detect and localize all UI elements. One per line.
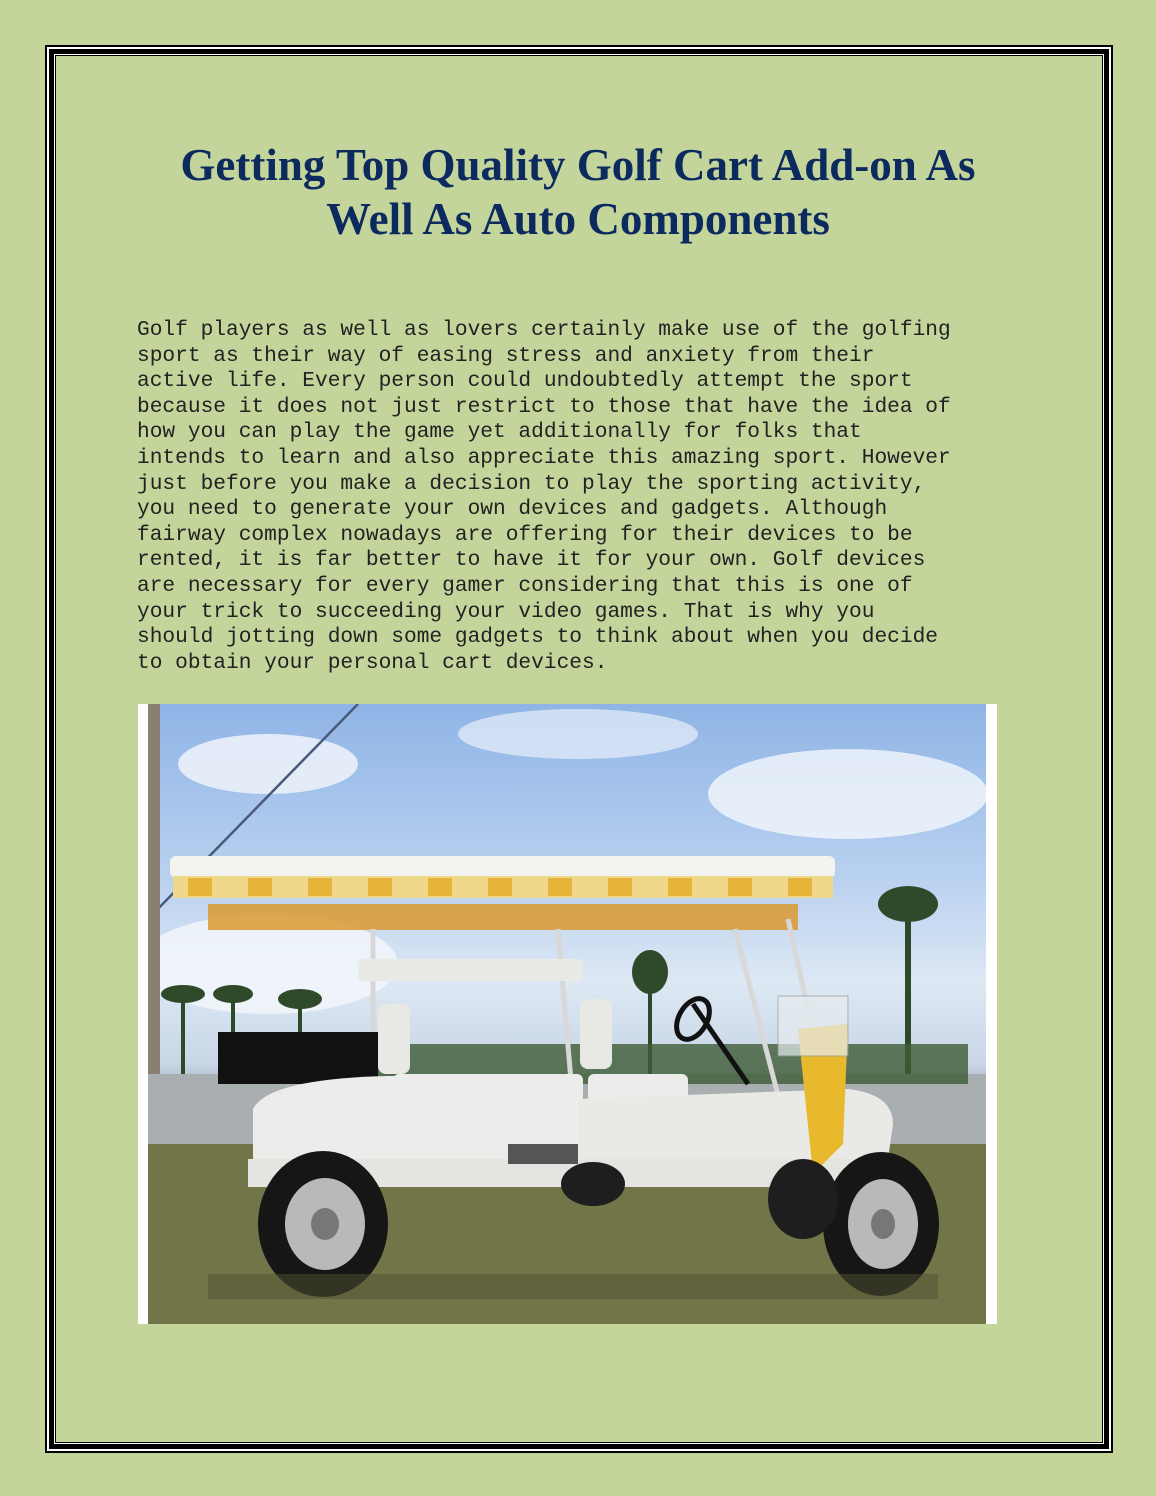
body-line: are necessary for every gamer considering that this is one of xyxy=(137,573,913,598)
golf-cart-photo-frame xyxy=(138,704,997,1324)
body-line: just before you make a decision to play the sporting activity, xyxy=(137,471,926,496)
body-line: sport as their way of easing stress and anxiety from their xyxy=(137,343,875,368)
body-paragraph xyxy=(137,318,1037,676)
body-line: because it does not just restrict to those that have the idea of xyxy=(137,394,951,419)
body-line: you need to generate your own devices and gadgets. Although xyxy=(137,497,888,522)
body-line: your trick to succeeding your video games. That is why you xyxy=(137,599,875,624)
body-line: fairway complex nowadays are offering for their devices to be xyxy=(137,522,913,547)
title-line-2: Well As Auto Components xyxy=(326,194,830,244)
body-line: rented, it is far better to have it for your own. Golf devices xyxy=(137,548,926,573)
title-line-1: Getting Top Quality Golf Cart Add-on As xyxy=(180,140,976,190)
body-line: active life. Every person could undoubtedly attempt the sport xyxy=(137,369,913,394)
page-title xyxy=(60,138,1096,246)
golf-cart-photo xyxy=(148,704,986,1324)
photo-icon xyxy=(148,704,986,1324)
body-line: intends to learn and also appreciate this amazing sport. However xyxy=(137,445,951,470)
body-line: Golf players as well as lovers certainly make use of the golfing xyxy=(137,318,951,342)
body-line: to obtain your personal cart devices. xyxy=(137,650,608,675)
body-line: how you can play the game yet additionally for folks that xyxy=(137,420,862,445)
body-line: should jotting down some gadgets to think about when you decide xyxy=(137,625,939,650)
